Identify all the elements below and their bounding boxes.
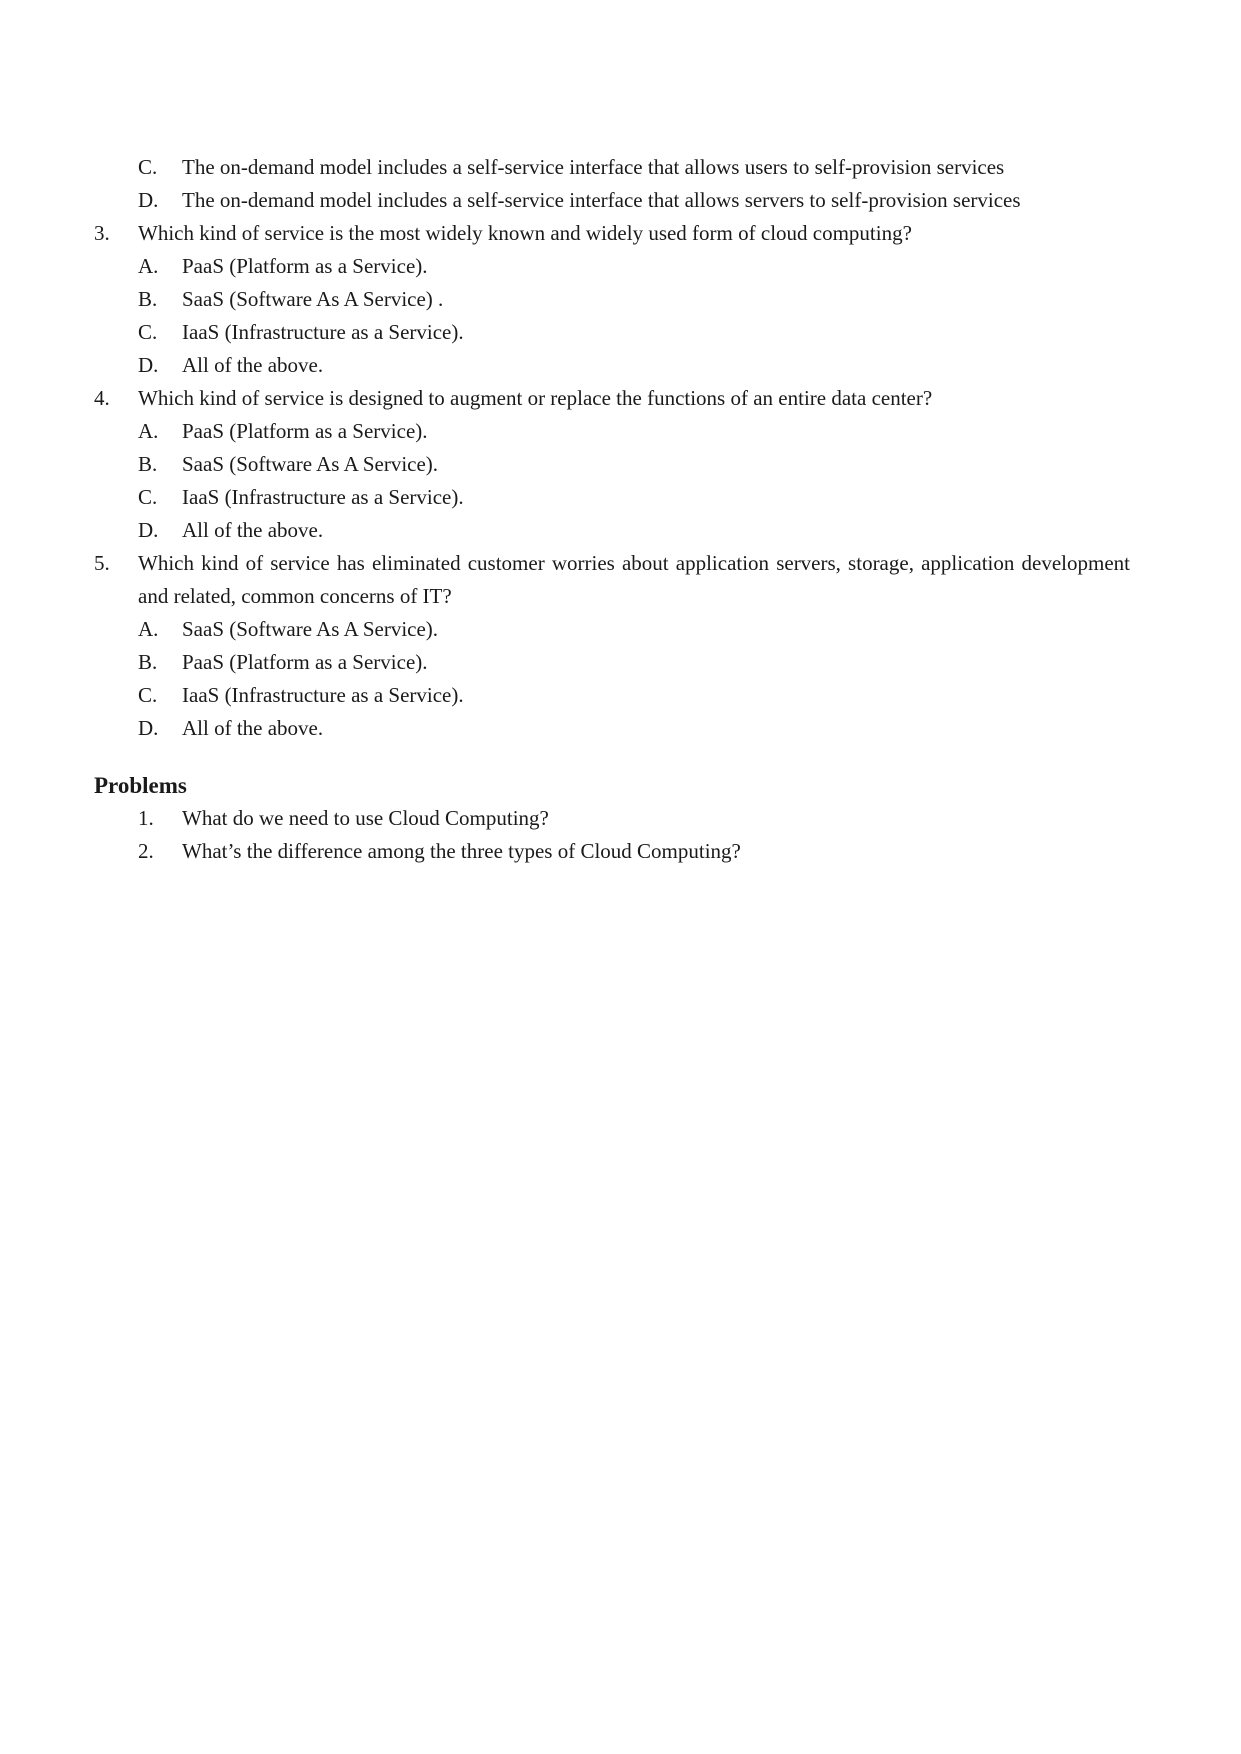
option-text: SaaS (Software As A Service). <box>182 617 439 641</box>
option-text: IaaS (Infrastructure as a Service). <box>182 320 464 344</box>
problem-text: What’s the difference among the three types of Cloud Computing? <box>182 839 741 863</box>
question-number: 3. <box>94 221 110 245</box>
option-item <box>94 613 1130 646</box>
problem-text: What do we need to use Cloud Computing? <box>182 806 549 830</box>
option-text: All of the above. <box>182 518 324 542</box>
option-text: SaaS (Software As A Service) . <box>182 287 444 311</box>
option-item <box>94 283 1130 316</box>
question-5 <box>94 547 1130 745</box>
continued-options <box>94 151 1130 217</box>
option-letter: B. <box>138 452 158 476</box>
option-item <box>94 712 1130 745</box>
option-letter: C. <box>138 155 158 179</box>
option-text: PaaS (Platform as a Service). <box>182 650 428 674</box>
option-item <box>94 679 1130 712</box>
option-item <box>94 184 1130 217</box>
option-item <box>94 415 1130 448</box>
option-text: IaaS (Infrastructure as a Service). <box>182 683 464 707</box>
question-text: Which kind of service is the most widely known and widely used form of cloud computing? <box>138 221 912 245</box>
option-text: IaaS (Infrastructure as a Service). <box>182 485 464 509</box>
option-letter: B. <box>138 650 158 674</box>
problem-item <box>94 835 1130 868</box>
problems-section <box>94 769 1130 868</box>
option-text: SaaS (Software As A Service). <box>182 452 439 476</box>
problem-item <box>94 802 1130 835</box>
question-number: 5. <box>94 551 110 575</box>
question-number: 4. <box>94 386 110 410</box>
question-stem <box>94 547 1130 613</box>
option-text: All of the above. <box>182 716 324 740</box>
question-stem <box>94 217 1130 250</box>
question-4 <box>94 382 1130 547</box>
option-letter: B. <box>138 287 158 311</box>
option-letter: A. <box>138 419 159 443</box>
option-letter: C. <box>138 683 158 707</box>
option-item <box>94 481 1130 514</box>
option-letter: A. <box>138 617 159 641</box>
question-text: Which kind of service has eliminated customer worries about application servers, storage, application development and related, common concerns of IT? <box>138 551 1130 608</box>
option-item <box>94 349 1130 382</box>
option-letter: C. <box>138 485 158 509</box>
option-letter: A. <box>138 254 159 278</box>
section-heading: Problems <box>94 773 187 798</box>
question-stem <box>94 382 1130 415</box>
problem-number: 1. <box>138 806 154 830</box>
option-item <box>94 514 1130 547</box>
option-text: The on-demand model includes a self-service interface that allows servers to self-provision services <box>182 188 1021 212</box>
option-text: PaaS (Platform as a Service). <box>182 254 428 278</box>
option-letter: D. <box>138 353 159 377</box>
option-letter: D. <box>138 518 159 542</box>
question-text: Which kind of service is designed to augment or replace the functions of an entire data center? <box>138 386 933 410</box>
option-item <box>94 250 1130 283</box>
option-item <box>94 646 1130 679</box>
problem-number: 2. <box>138 839 154 863</box>
question-3 <box>94 217 1130 382</box>
option-item <box>94 448 1130 481</box>
page-content <box>94 151 1130 868</box>
option-item <box>94 151 1130 184</box>
option-letter: D. <box>138 188 159 212</box>
option-letter: D. <box>138 716 159 740</box>
option-letter: C. <box>138 320 158 344</box>
option-text: The on-demand model includes a self-service interface that allows users to self-provision services <box>182 155 1005 179</box>
option-text: PaaS (Platform as a Service). <box>182 419 428 443</box>
option-item <box>94 316 1130 349</box>
option-text: All of the above. <box>182 353 324 377</box>
